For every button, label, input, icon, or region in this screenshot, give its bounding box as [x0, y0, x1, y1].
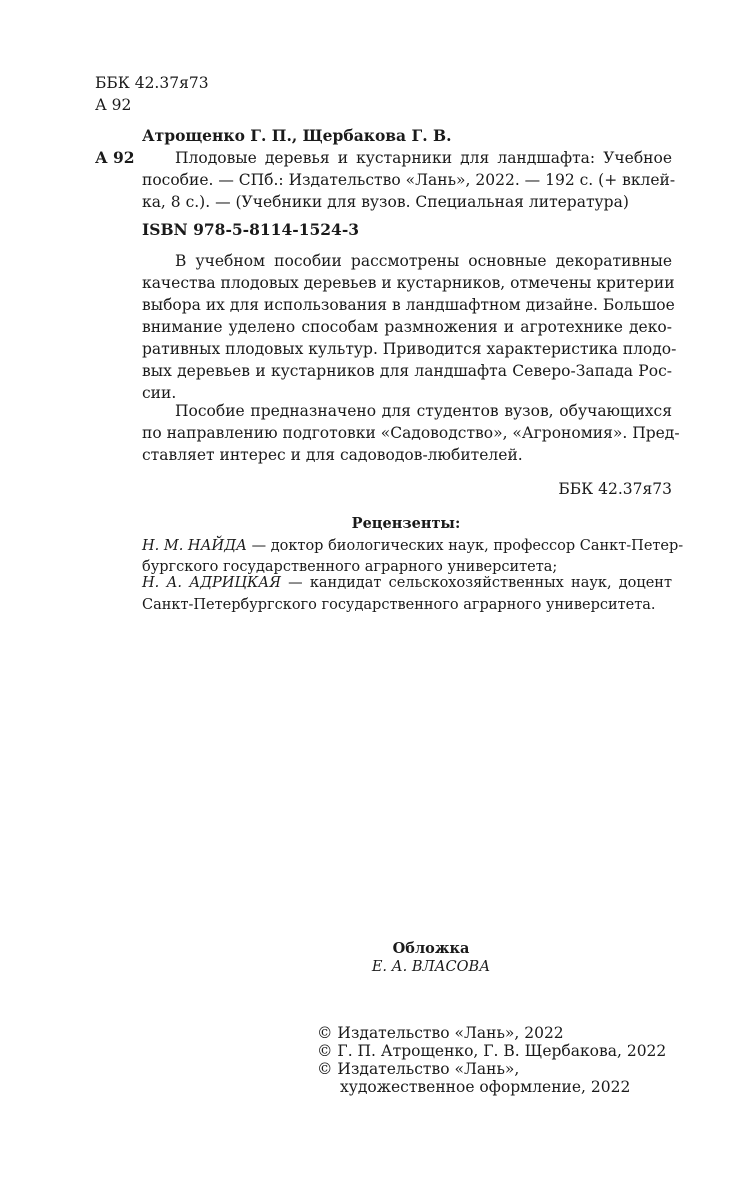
- author-mark: А 92: [95, 96, 132, 114]
- reviewer-2-title: — кандидат сельскохозяйственных наук, доцент: [280, 575, 672, 591]
- annotation-p2-line-1: Пособие предназначено для студентов вузов, обучающихся: [175, 402, 672, 420]
- authors: Атрощенко Г. П., Щербакова Г. В.: [142, 126, 452, 145]
- annotation-p1-line-6: вых деревьев и кустарников для ландшафта Северо-Запада Рос-: [142, 362, 672, 380]
- annotation-p1-line-7: сии.: [142, 384, 177, 402]
- annotation-p1-line-1: В учебном пособии рассмотрены основные декоративные: [175, 252, 672, 270]
- copyright-line-1: © Издательство «Лань», 2022: [317, 1024, 564, 1042]
- description-line-3: ка, 8 с.). — (Учебники для вузов. Специальная литература): [142, 193, 629, 211]
- bbk-code: ББК 42.37я73: [95, 74, 209, 92]
- reviewers-heading: Рецензенты:: [351, 515, 461, 532]
- reviewer-2-name: Н. А. АДРИЦКАЯ: [142, 575, 281, 591]
- copyright-line-4: художественное оформление, 2022: [340, 1078, 631, 1096]
- description-line-1: Плодовые деревья и кустарники для ландшафта: Учебное: [175, 149, 672, 167]
- copyright-line-3: © Издательство «Лань»,: [317, 1060, 520, 1078]
- cover-heading: Обложка: [392, 940, 470, 957]
- record-author-mark: А 92: [95, 148, 135, 167]
- cover-designer: Е. А. ВЛАСОВА: [371, 959, 491, 975]
- reviewer-2-line-2: Санкт-Петербургского государственного аграрного университета.: [142, 597, 656, 613]
- annotation-p1-line-2: качества плодовых деревьев и кустарников, отмечены критерии: [142, 274, 675, 292]
- reviewer-1-title: — доктор биологических наук, профессор Санкт-Петер-: [246, 538, 684, 554]
- annotation-p1-line-4: внимание уделено способам размножения и агротехнике деко-: [142, 318, 672, 336]
- annotation-p2-line-3: ставляет интерес и для садоводов-любителей.: [142, 446, 523, 464]
- reviewer-1-line-2: бургского государственного аграрного университета;: [142, 559, 558, 575]
- annotation-p1-line-3: выбора их для использования в ландшафтном дизайне. Большое: [142, 296, 675, 314]
- reviewer-2-line-1: [142, 572, 672, 594]
- bbk-right: ББК 42.37я73: [558, 480, 672, 498]
- annotation-p1-line-5: ративных плодовых культур. Приводится характеристика плодо-: [142, 340, 677, 358]
- copyright-line-2: © Г. П. Атрощенко, Г. В. Щербакова, 2022: [317, 1042, 667, 1060]
- isbn: ISBN 978-5-8114-1524-3: [142, 220, 360, 239]
- reviewer-1-line-1: [142, 535, 684, 557]
- annotation-p2-line-2: по направлению подготовки «Садоводство», «Агрономия». Пред-: [142, 424, 680, 442]
- description-line-2: пособие. — СПб.: Издательство «Лань», 2022. — 192 с. (+ вклей-: [142, 171, 676, 189]
- reviewer-1-name: Н. М. НАЙДА: [142, 538, 247, 554]
